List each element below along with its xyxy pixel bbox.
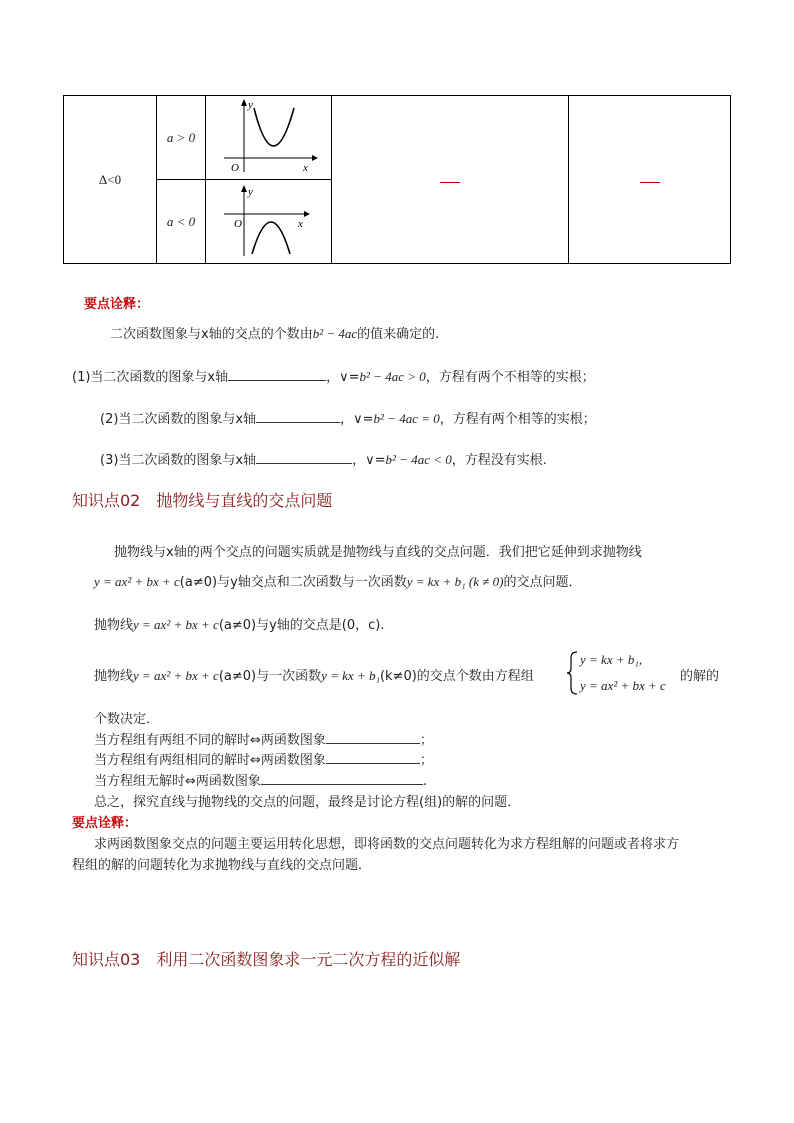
note1-intro (110, 323, 439, 342)
section2-p2 (94, 614, 384, 633)
p3-pre: 抛物线 (94, 669, 134, 684)
item1-end: ，方程有两个不相等的实根； (425, 370, 595, 385)
answer-cell-1 (332, 96, 569, 264)
p2-pre: 抛物线 (94, 618, 134, 633)
note1-intro-end: 的值来确定的. (357, 327, 440, 342)
system-line2: y = ax² + bx + c (580, 678, 666, 693)
answer-blank-1[interactable] (440, 182, 460, 183)
item3-end: ，方程没有实根. (451, 453, 547, 468)
item2-text: (2)当二次函数的图象与x轴 (100, 412, 257, 427)
answer-cell-2 (569, 96, 731, 264)
item3-mid: ，∨= (352, 453, 386, 468)
item3-text: (3)当二次函数的图象与x轴 (100, 453, 257, 468)
p1-end: 的交点问题． (503, 575, 582, 590)
system-brace (566, 650, 580, 696)
case2-text: 当方程组有两组相同的解时⇔两函数图象 (94, 753, 326, 768)
y-axis-arrow (241, 185, 247, 192)
delta-label: Δ<0 (98, 171, 122, 187)
item1-expr: b² − 4ac > 0 (359, 369, 426, 384)
note1-item2 (100, 408, 596, 427)
section2-summary: 总之，探究直线与抛物线的交点的问题，最终是讨论方程(组)的解的问题． (94, 795, 521, 810)
item2-expr: b² − 4ac = 0 (373, 411, 440, 426)
p3-mid2: (k≠0)的交点个数由方程组 (379, 669, 534, 684)
item3-expr: b² − 4ac < 0 (385, 452, 452, 467)
discriminant-expr: b² − 4ac (312, 326, 358, 341)
condition-a-negative: a < 0 (166, 213, 196, 229)
case-two-distinct (94, 729, 433, 748)
item1-mid: ，∨= (326, 370, 360, 385)
y-axis-label: y (248, 186, 253, 198)
case3-blank[interactable] (261, 772, 423, 785)
parabola-up-graph (206, 96, 330, 179)
item2-mid: ，∨= (340, 412, 374, 427)
item3-blank[interactable] (256, 451, 352, 464)
x-axis-label: x (298, 218, 303, 230)
section2-p3 (94, 665, 534, 684)
item2-end: ，方程有两个相等的实根； (439, 412, 596, 427)
p3-expr2: y = kx + b₁ (321, 668, 380, 683)
delta-cell (64, 96, 157, 264)
item1-text: (1)当二次函数的图象与x轴 (72, 370, 229, 385)
p1-mid: (a≠0)与y轴交点和二次函数与一次函数 (179, 575, 407, 590)
y-axis-arrow (241, 99, 247, 106)
case1-blank[interactable] (326, 731, 420, 744)
x-axis-arrow (312, 155, 318, 161)
note1-item3 (100, 449, 547, 468)
parabola-expr: y = ax² + bx + c (94, 574, 180, 589)
x-axis-arrow (304, 211, 310, 217)
condition-cell-1 (157, 96, 206, 180)
system-line1: y = kx + b₁, (580, 652, 643, 667)
case-two-equal (94, 749, 433, 768)
case2-end: ； (419, 753, 433, 768)
case3-text: 当方程组无解时⇔两函数图象 (94, 774, 261, 789)
p2-expr: y = ax² + bx + c (133, 617, 219, 632)
case2-blank[interactable] (326, 751, 420, 764)
item1-blank[interactable] (228, 368, 326, 381)
note1-item1 (72, 366, 595, 385)
case1-end: ； (419, 733, 433, 748)
note2-line1: 求两函数图象交点的问题主要运用转化思想，即将函数的交点问题转化为求方程组解的问题或者将求方 (94, 837, 680, 852)
condition-cell-2 (157, 180, 206, 264)
section2-heading: 知识点02 抛物线与直线的交点问题 (72, 491, 333, 510)
case3-end: . (422, 774, 428, 789)
case-no-solution (94, 770, 427, 789)
answer-blank-2[interactable] (640, 182, 660, 183)
note1-intro-text: 二次函数图象与x轴的交点的个数由 (110, 327, 313, 342)
section2-p1-line2 (94, 571, 581, 590)
y-axis-label: y (248, 99, 253, 111)
origin-label: O (231, 162, 239, 174)
section2-p3-line2: 个数决定． (94, 712, 160, 727)
condition-a-positive: a > 0 (166, 129, 196, 145)
downward-parabola (252, 222, 290, 254)
section3-heading: 知识点03 利用二次函数图象求一元二次方程的近似解 (72, 950, 461, 969)
section2-p1-line1: 抛物线与x轴的两个交点的问题实质就是抛物线与直线的交点问题．我们把它延伸到求抛物线 (114, 545, 642, 560)
x-axis-label: x (303, 162, 308, 174)
p3-mid1: (a≠0)与一次函数 (218, 669, 322, 684)
section2-p3-end: 的解的 (680, 669, 720, 684)
origin-label: O (234, 218, 242, 230)
item2-blank[interactable] (256, 410, 340, 423)
note1-title: 要点诠释： (84, 297, 150, 312)
p3-expr1: y = ax² + bx + c (133, 668, 219, 683)
delta-negative-table (63, 95, 731, 264)
parabola-down-graph (206, 180, 330, 263)
note2-line2: 程组的解的问题转化为求抛物线与直线的交点问题． (72, 858, 372, 873)
note2-title: 要点诠释： (72, 816, 138, 831)
line-expr: y = kx + b₁ (k ≠ 0) (406, 574, 504, 589)
graph-cell-1 (206, 96, 332, 180)
p2-post: (a≠0)与y轴的交点是(0，c). (218, 618, 385, 633)
graph-cell-2 (206, 180, 332, 264)
upward-parabola (254, 108, 294, 146)
case1-text: 当方程组有两组不同的解时⇔两函数图象 (94, 733, 326, 748)
